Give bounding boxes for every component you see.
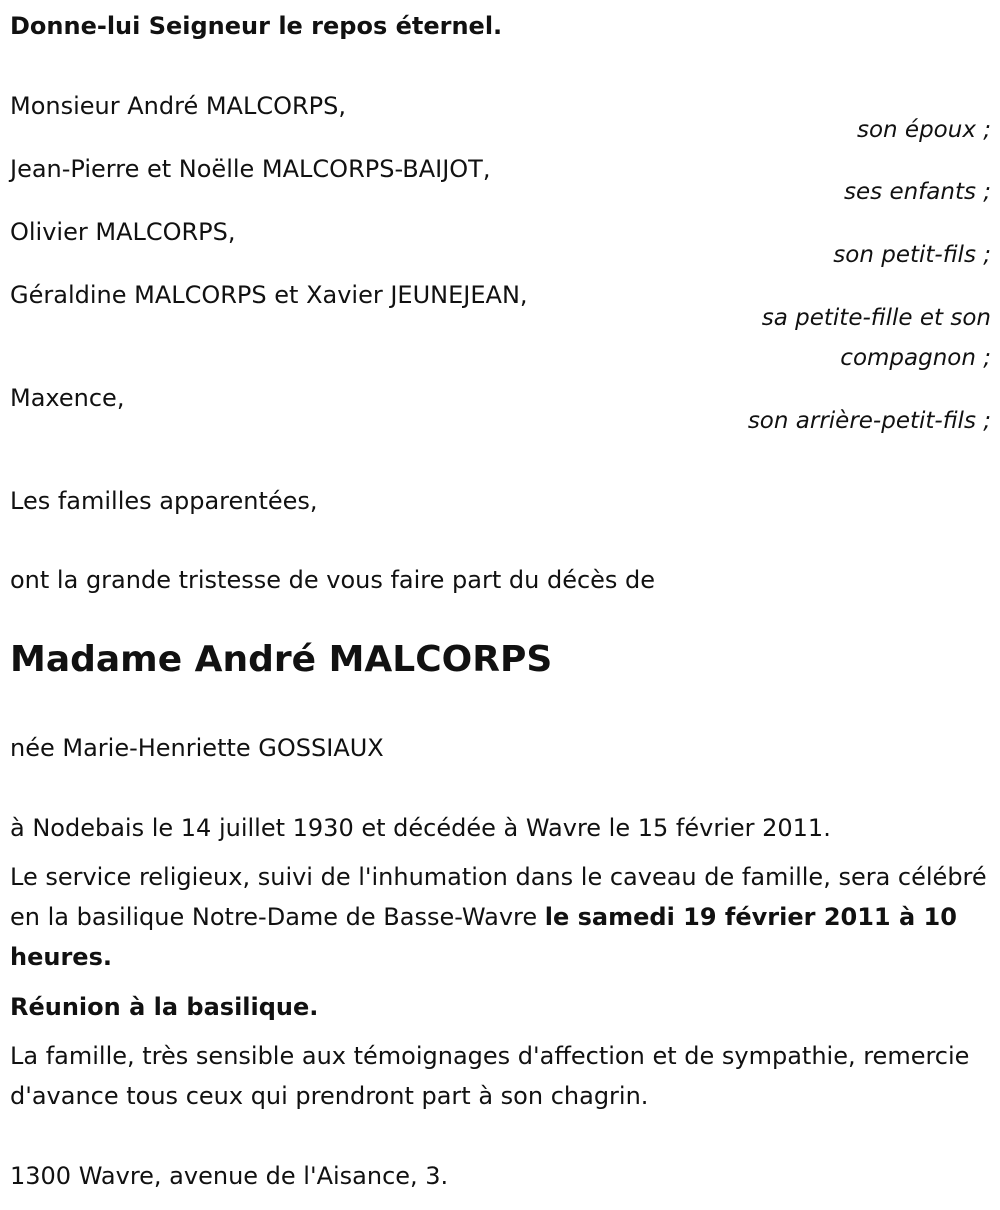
thanks-paragraph: La famille, très sensible aux témoignages d'affection et de sympathie, remercie d'avance tous ceux qui prendront part à son chagrin.: [10, 1042, 970, 1110]
family-member-relation: son époux ;: [856, 117, 991, 143]
maiden-name: née Marie-Henriette GOSSIAUX: [10, 734, 384, 762]
family-member-relation: ses enfants ;: [844, 179, 991, 205]
address: 1300 Wavre, avenue de l'Aisance, 3.: [10, 1162, 449, 1190]
related-families: Les familles apparentées,: [10, 487, 318, 515]
family-member-relation: son arrière-petit-fils ;: [747, 408, 991, 434]
family-member-name: Olivier MALCORPS,: [10, 218, 236, 246]
family-member-name: Maxence,: [10, 384, 125, 412]
family-member-relation: sa petite-fille et son compagnon ;: [761, 305, 991, 371]
meeting-note: Réunion à la basilique.: [10, 993, 319, 1021]
birth-death-line: à Nodebais le 14 juillet 1930 et décédée à Wavre le 15 février 2011.: [10, 814, 831, 842]
heading: Donne-lui Seigneur le repos éternel.: [10, 12, 503, 40]
deceased-name: Madame André MALCORPS: [10, 639, 553, 680]
service-paragraph: [10, 857, 991, 977]
announcement: ont la grande tristesse de vous faire part du décès de: [10, 566, 656, 594]
family-member-name: Jean-Pierre et Noëlle MALCORPS-BAIJOT,: [10, 155, 491, 183]
family-member-name: Monsieur André MALCORPS,: [10, 92, 346, 120]
service-date: le samedi 19 février 2011 à 10 heures.: [10, 903, 957, 971]
service-text: Le service religieux, suivi de l'inhumation dans le caveau de famille, sera célébré en la basilique Notre-Dame de Basse-Wavre: [10, 863, 987, 931]
family-member-name: Géraldine MALCORPS et Xavier JEUNEJEAN,: [10, 281, 528, 309]
family-member-relation: son petit-fils ;: [833, 242, 991, 268]
